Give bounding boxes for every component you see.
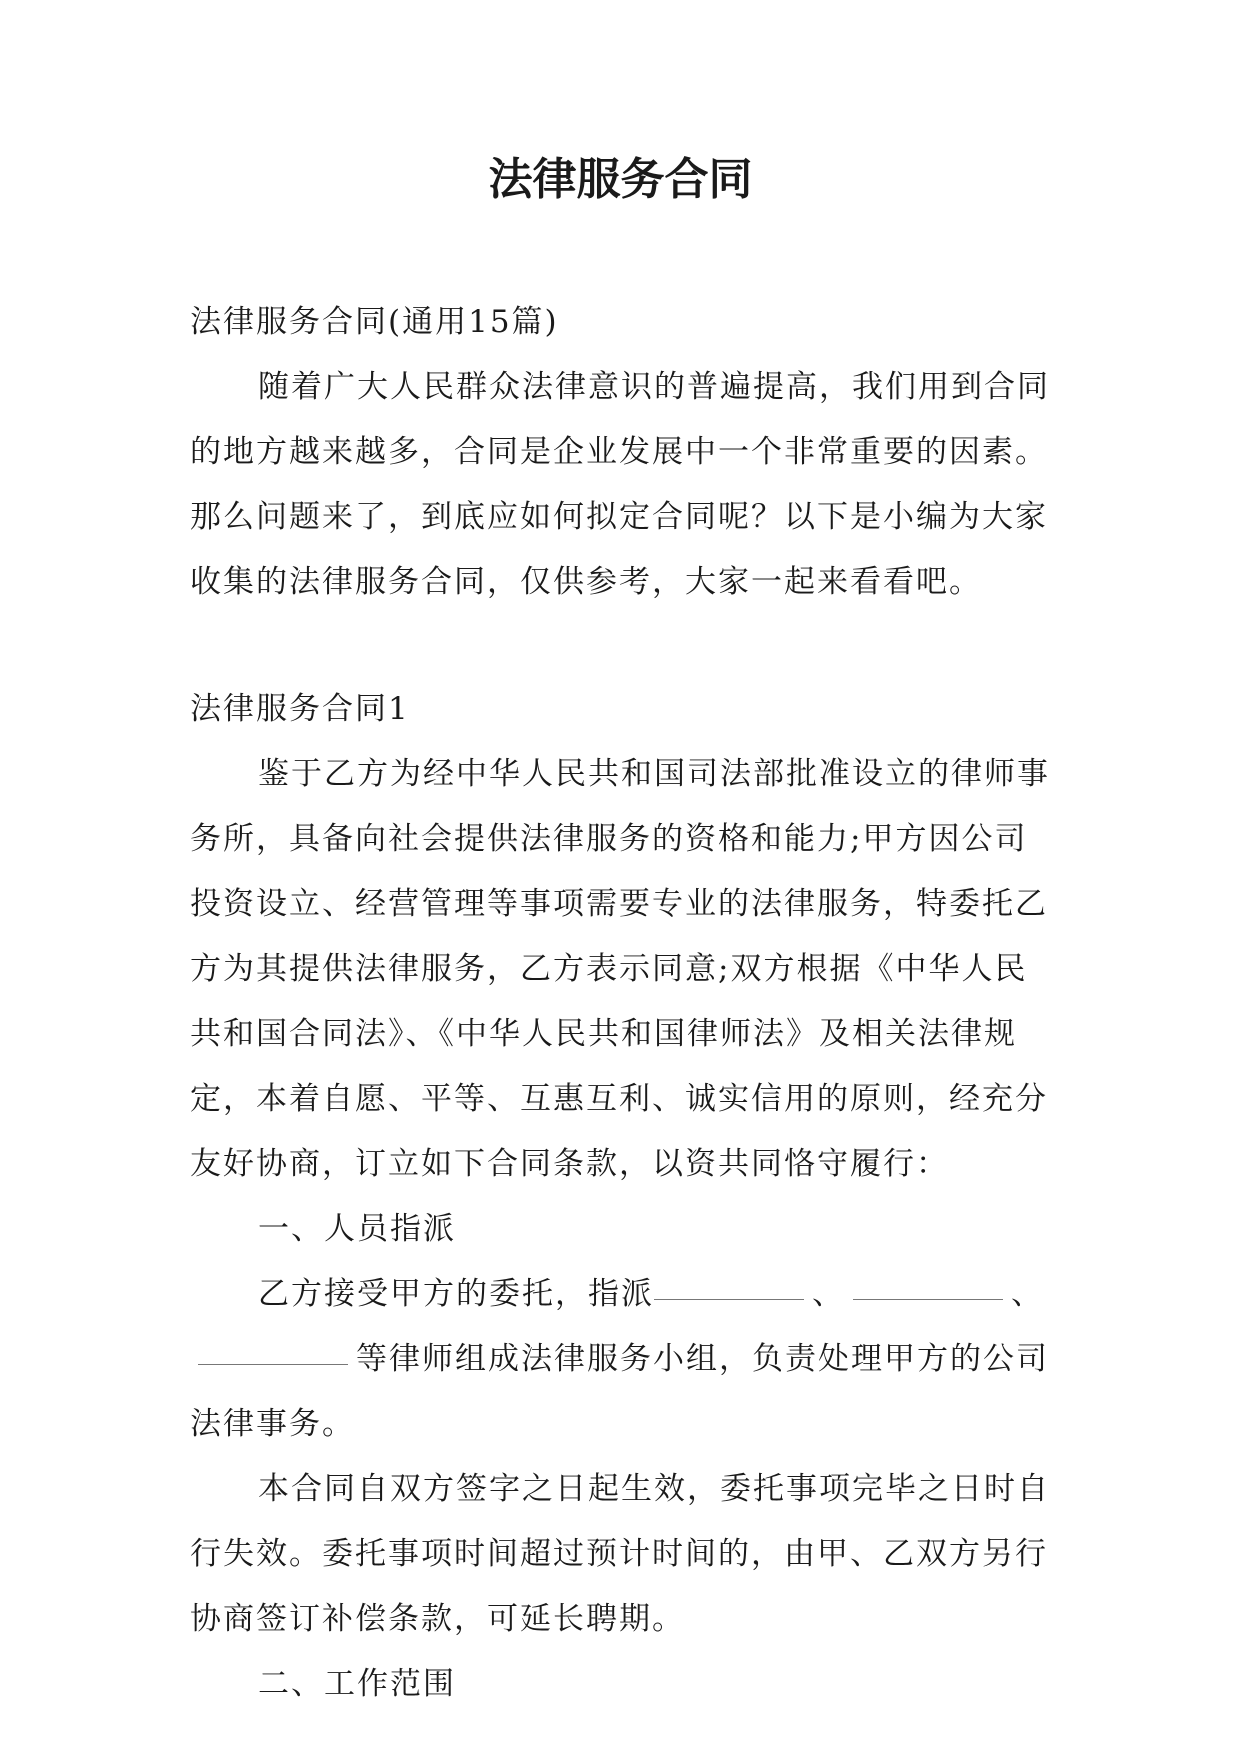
intro-heading: 法律服务合同(通用15篇) xyxy=(190,304,559,340)
clause1-text-part2: 等律师组成法律服务小组，负责处理甲方的公司法律事务。 xyxy=(190,1341,1049,1442)
intro-paragraph: 随着广大人民群众法律意识的普遍提高，我们用到合同的地方越来越多，合同是企业发展中一个非常重要的因素。那么问题来了，到底应如何拟定合同呢？以下是小编为大家收集的法律服务合同，仅供参考，大家一起来看看吧。 xyxy=(190,369,1050,600)
document-body xyxy=(190,290,1050,1717)
clause1-paragraph xyxy=(190,1262,1050,1457)
fill-in-blank xyxy=(654,1298,804,1300)
clause1-separator: 、 xyxy=(1011,1276,1044,1312)
section-spacer xyxy=(190,615,1050,677)
document-title: 法律服务合同 xyxy=(488,154,753,205)
clause1-heading: 一、人员指派 xyxy=(258,1211,456,1247)
clause1-text-part1: 乙方接受甲方的委托，指派 xyxy=(258,1276,654,1312)
fill-in-blank xyxy=(853,1298,1003,1300)
clause2-heading: 二、工作范围 xyxy=(258,1666,456,1702)
clause1-separator: 、 xyxy=(812,1276,845,1312)
clause1-paragraph-2: 本合同自双方签字之日起生效，委托事项完毕之日时自行失效。委托事项时间超过预计时间的，由甲、乙双方另行协商签订补偿条款，可延长聘期。 xyxy=(190,1471,1050,1637)
section1-heading: 法律服务合同1 xyxy=(190,691,410,727)
fill-in-blank xyxy=(198,1363,348,1365)
section1-paragraph: 鉴于乙方为经中华人民共和国司法部批准设立的律师事务所，具备向社会提供法律服务的资格和能力;甲方因公司投资设立、经营管理等事项需要专业的法律服务，特委托乙方为其提供法律服务，乙方表示同意;双方根据《中华人民共和国合同法》、《中华人民共和国律师法》及相关法律规定，本着自愿、平等、互惠互利、诚实信用的原则，经充分友好协商，订立如下合同条款，以资共同恪守履行： xyxy=(190,756,1050,1182)
